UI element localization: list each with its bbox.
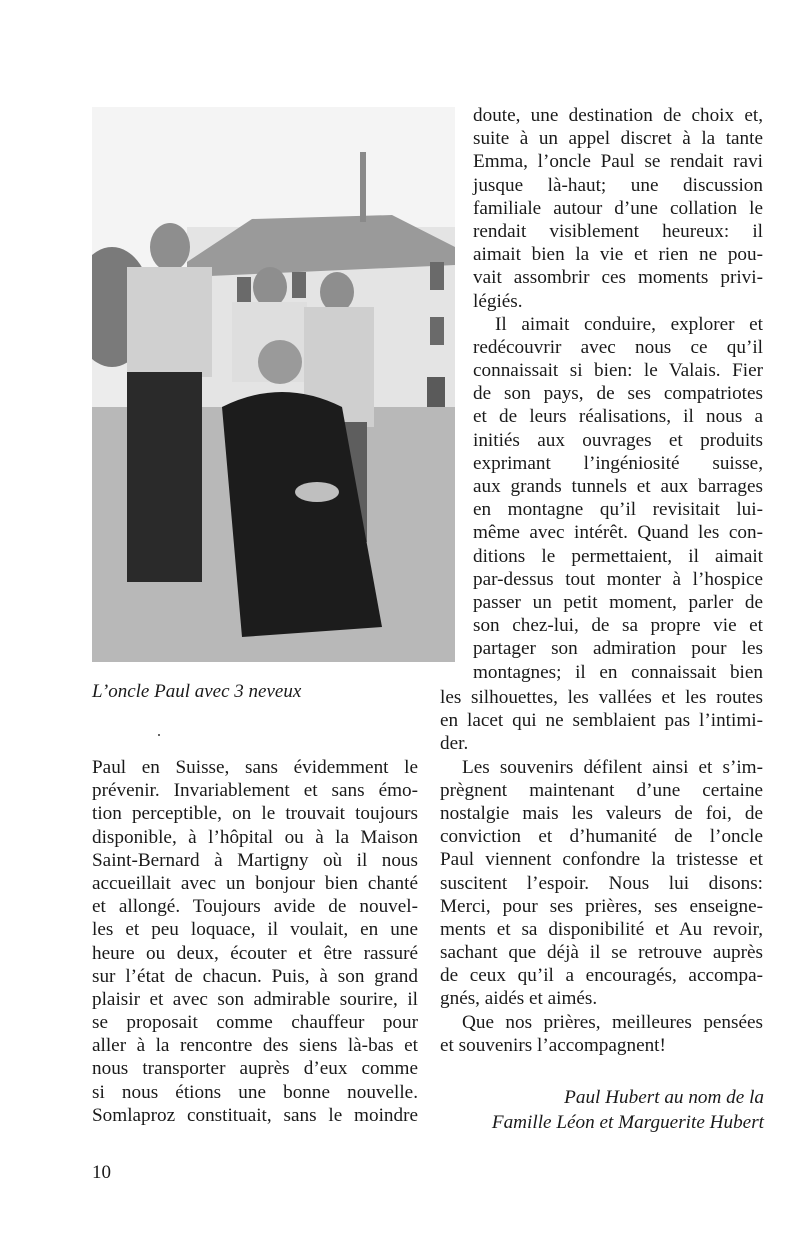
text-line: sachant que déjà il se retrouve auprès: [440, 942, 763, 964]
text-line: doute, une destination de choix et,: [473, 105, 763, 126]
text-line: sur l’état de chacun. Puis, à son grand: [92, 965, 418, 987]
text-line: initiés aux ouvrages et produits: [473, 429, 763, 451]
text-line: si nous étions une bonne nouvelle.: [92, 1081, 418, 1103]
text-line: ditions le permettaient, il aimait: [473, 545, 763, 567]
text-line: Que nos prières, meilleures pensées: [462, 1011, 763, 1033]
text-line: aimait bien la vie et rien ne pou-: [473, 244, 763, 266]
text-line: heure ou deux, écouter et être rassuré: [92, 942, 418, 964]
text-line: exprimant l’ingéniosité suisse,: [473, 452, 763, 474]
text-line: suscitent l’espoir. Nous lui disons:: [440, 872, 763, 894]
text-line: nous transporter auprès d’eux comme: [92, 1058, 418, 1080]
text-line: de son pays, de ses compatriotes: [473, 383, 763, 405]
text-line: redécouvrir avec nous ce qu’il: [473, 336, 763, 358]
text-line: der.: [440, 733, 469, 755]
photo-caption: L’oncle Paul avec 3 neveux: [92, 681, 302, 702]
text-line: prévenir. Invariablement et sans émo-: [92, 780, 418, 802]
text-line: nostalgie mais les valeurs de foi, de: [440, 802, 763, 824]
text-line: par-dessus tout monter à l’hospice: [473, 568, 763, 590]
left-column: [92, 756, 418, 1127]
text-line: rendait visiblement heureux: il: [473, 220, 763, 242]
text-line: plaisir et avec son admirable sourire, il: [92, 988, 418, 1010]
print-speck: [158, 734, 160, 736]
text-line: conviction et d’humanité de l’oncle: [440, 826, 763, 848]
page-number: 10: [92, 1162, 111, 1183]
photo-icon: [92, 107, 455, 662]
right-column-top: [473, 104, 763, 684]
text-line: son chez-lui, de sa propre vie et: [473, 615, 763, 637]
text-line: même avec intérêt. Quand les con-: [473, 522, 763, 544]
text-line: et souvenirs l’accompagnent!: [440, 1034, 666, 1056]
text-line: les et peu loquace, il voulait, en une: [92, 919, 418, 941]
text-line: gnés, aidés et aimés.: [440, 988, 598, 1010]
text-line: Paul en Suisse, sans évidemment le: [92, 757, 418, 778]
text-line: Les souvenirs défilent ainsi et s’im-: [462, 756, 763, 778]
text-line: aller à la rencontre des siens là-bas et: [92, 1035, 418, 1057]
photo-oncle-paul: [92, 107, 455, 662]
text-line: Paul viennent confondre la tristesse et: [440, 849, 763, 871]
text-line: Il aimait conduire, explorer et: [495, 313, 763, 335]
text-line: de ceux qu’il a encouragés, accompa-: [440, 965, 763, 987]
text-line: vait assombrir ces moments privi-: [473, 267, 763, 289]
text-line: montagnes; il en connaissait bien: [473, 661, 763, 683]
text-line: et de leurs réalisations, il nous a: [473, 406, 763, 428]
text-line: Saint-Bernard à Martigny où il nous: [92, 849, 418, 871]
text-line: disponible, à l’hôpital ou à la Maison: [92, 826, 418, 848]
text-line: en lacet qui ne semblaient pas l’intimi-: [440, 710, 763, 732]
text-line: connaissait si bien: le Valais. Fier: [473, 360, 763, 382]
text-line: familiale autour d’une collation le: [473, 197, 763, 219]
text-line: ments et sa disponibilité et Au revoir,: [440, 918, 763, 940]
text-line: les silhouettes, les vallées et les routes: [440, 687, 763, 708]
signature: [440, 1085, 764, 1135]
text-line: tion perceptible, on le trouvait toujours: [92, 803, 418, 825]
signature-line-2: Famille Léon et Marguerite Hubert: [491, 1112, 764, 1133]
text-line: suite à un appel discret à la tante: [473, 128, 763, 150]
text-line: passer un petit moment, parler de: [473, 591, 763, 613]
text-line: Emma, l’oncle Paul se rendait ravi: [473, 151, 763, 173]
text-line: aux grands tunnels et aux barrages: [473, 476, 763, 497]
text-line: jusque là-haut; une discussion: [473, 174, 763, 196]
text-line: légiés.: [473, 290, 523, 312]
right-column-bottom: [440, 686, 763, 1057]
text-line: Merci, pour ses prières, ses enseigne-: [440, 895, 763, 917]
text-line: Somlaproz constituait, sans le moindre: [92, 1104, 418, 1126]
text-line: se proposait comme chauffeur pour: [92, 1012, 418, 1034]
signature-line-1: Paul Hubert au nom de la: [564, 1087, 764, 1108]
text-line: partager son admiration pour les: [473, 638, 763, 660]
text-line: et allongé. Toujours avide de nouvel-: [92, 896, 418, 918]
text-line: en montagne qu’il revisitait lui-: [473, 499, 763, 521]
text-line: accueillait avec un bonjour bien chanté: [92, 872, 418, 894]
text-line: prègnent maintenant d’une certaine: [440, 779, 763, 801]
